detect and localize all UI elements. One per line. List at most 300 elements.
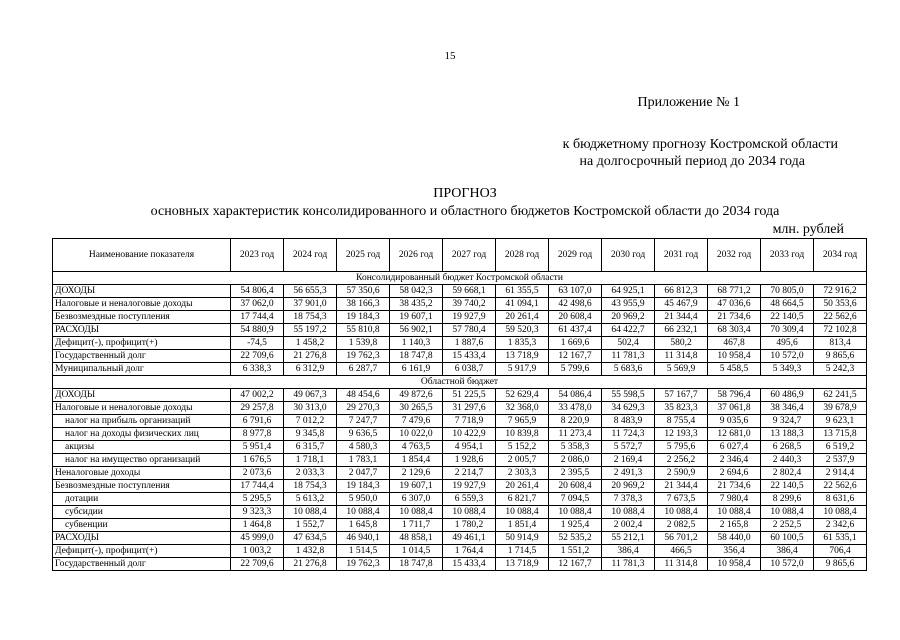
- value-cell: 5 458,5: [708, 363, 761, 376]
- forecast-table: [52, 238, 867, 571]
- table-row: [53, 441, 867, 454]
- value-cell: 5 349,3: [761, 363, 814, 376]
- header-year-2026: 2026 год: [390, 239, 443, 272]
- value-cell: 9 865,6: [814, 558, 867, 571]
- value-cell: 2 342,6: [814, 519, 867, 532]
- row-label: налог на доходы физических лиц: [53, 428, 231, 441]
- value-cell: 2 303,3: [496, 467, 549, 480]
- value-cell: 20 261,4: [496, 480, 549, 493]
- table-row: [53, 480, 867, 493]
- value-cell: 22 140,5: [761, 311, 814, 324]
- value-cell: 2 086,0: [549, 454, 602, 467]
- value-cell: 1 835,3: [496, 337, 549, 350]
- value-cell: 72 102,8: [814, 324, 867, 337]
- value-cell: 49 067,3: [284, 389, 337, 402]
- value-cell: 2 047,7: [337, 467, 390, 480]
- header-year-2024: 2024 год: [284, 239, 337, 272]
- value-cell: 5 572,7: [602, 441, 655, 454]
- value-cell: 1 669,6: [549, 337, 602, 350]
- value-cell: 1 014,5: [390, 545, 443, 558]
- row-label: Муниципальный долг: [53, 363, 231, 376]
- table-row: [53, 415, 867, 428]
- row-label: ДОХОДЫ: [53, 285, 231, 298]
- value-cell: 13 718,9: [496, 558, 549, 571]
- value-cell: 11 781,3: [602, 558, 655, 571]
- value-cell: 1 714,5: [496, 545, 549, 558]
- value-cell: 56 902,1: [390, 324, 443, 337]
- row-label: Безвозмездные поступления: [53, 480, 231, 493]
- value-cell: 19 927,9: [443, 480, 496, 493]
- value-cell: 5 242,3: [814, 363, 867, 376]
- value-cell: 1 764,4: [443, 545, 496, 558]
- value-cell: 58 440,0: [708, 532, 761, 545]
- value-cell: 11 724,3: [602, 428, 655, 441]
- value-cell: 813,4: [814, 337, 867, 350]
- value-cell: 52 535,2: [549, 532, 602, 545]
- value-cell: 1 464,8: [231, 519, 284, 532]
- value-cell: 38 435,2: [390, 298, 443, 311]
- table-row: [53, 545, 867, 558]
- value-cell: 502,4: [602, 337, 655, 350]
- value-cell: 20 608,4: [549, 311, 602, 324]
- row-label: налог на имущество организаций: [53, 454, 231, 467]
- value-cell: 2 802,4: [761, 467, 814, 480]
- value-cell: 10 958,4: [708, 350, 761, 363]
- value-cell: 6 519,2: [814, 441, 867, 454]
- value-cell: 5 795,6: [655, 441, 708, 454]
- table-row: [53, 350, 867, 363]
- section-header-row: [53, 272, 867, 285]
- value-cell: 37 901,0: [284, 298, 337, 311]
- value-cell: 1 140,3: [390, 337, 443, 350]
- value-cell: 2 395,5: [549, 467, 602, 480]
- header-year-2031: 2031 год: [655, 239, 708, 272]
- value-cell: 33 478,0: [549, 402, 602, 415]
- value-cell: 49 872,6: [390, 389, 443, 402]
- value-cell: 1 432,8: [284, 545, 337, 558]
- table-row: [53, 428, 867, 441]
- value-cell: 11 273,4: [549, 428, 602, 441]
- table-row: [53, 337, 867, 350]
- value-cell: 51 225,5: [443, 389, 496, 402]
- table-header-row: [53, 239, 867, 272]
- value-cell: 10 088,4: [814, 506, 867, 519]
- value-cell: 62 241,5: [814, 389, 867, 402]
- value-cell: 61 355,5: [496, 285, 549, 298]
- value-cell: 1 645,8: [337, 519, 390, 532]
- value-cell: 10 088,4: [761, 506, 814, 519]
- value-cell: 11 314,8: [655, 350, 708, 363]
- header-year-2029: 2029 год: [549, 239, 602, 272]
- value-cell: 2 590,9: [655, 467, 708, 480]
- value-cell: 10 088,4: [549, 506, 602, 519]
- value-cell: 20 608,4: [549, 480, 602, 493]
- table-row: [53, 506, 867, 519]
- value-cell: 8 483,9: [602, 415, 655, 428]
- value-cell: 706,4: [814, 545, 867, 558]
- value-cell: 6 821,7: [496, 493, 549, 506]
- row-label: РАСХОДЫ: [53, 532, 231, 545]
- value-cell: 2 214,7: [443, 467, 496, 480]
- value-cell: 21 276,8: [284, 350, 337, 363]
- value-cell: 57 350,6: [337, 285, 390, 298]
- row-label: Дефицит(-), профицит(+): [53, 545, 231, 558]
- value-cell: 10 088,4: [284, 506, 337, 519]
- value-cell: 6 338,3: [231, 363, 284, 376]
- row-label: субсидии: [53, 506, 231, 519]
- value-cell: 6 038,7: [443, 363, 496, 376]
- value-cell: 5 569,9: [655, 363, 708, 376]
- value-cell: 13 718,9: [496, 350, 549, 363]
- value-cell: 6 315,7: [284, 441, 337, 454]
- value-cell: 63 107,0: [549, 285, 602, 298]
- value-cell: 10 088,4: [708, 506, 761, 519]
- value-cell: 21 344,4: [655, 311, 708, 324]
- value-cell: 1 458,2: [284, 337, 337, 350]
- value-cell: 58 796,4: [708, 389, 761, 402]
- row-label: налог на прибыль организаций: [53, 415, 231, 428]
- section-title: Областной бюджет: [53, 376, 867, 389]
- row-label: Государственный долг: [53, 350, 231, 363]
- value-cell: 19 607,1: [390, 311, 443, 324]
- value-cell: 21 734,6: [708, 480, 761, 493]
- table-row: [53, 311, 867, 324]
- value-cell: 70 309,4: [761, 324, 814, 337]
- value-cell: 10 572,0: [761, 350, 814, 363]
- row-label: РАСХОДЫ: [53, 324, 231, 337]
- value-cell: 10 088,4: [602, 506, 655, 519]
- value-cell: 6 312,9: [284, 363, 337, 376]
- value-cell: 4 580,3: [337, 441, 390, 454]
- value-cell: 48 664,5: [761, 298, 814, 311]
- header-year-2030: 2030 год: [602, 239, 655, 272]
- value-cell: 59 668,1: [443, 285, 496, 298]
- value-cell: 45 467,9: [655, 298, 708, 311]
- value-cell: 5 951,4: [231, 441, 284, 454]
- value-cell: 6 161,9: [390, 363, 443, 376]
- value-cell: 2 346,4: [708, 454, 761, 467]
- value-cell: 66 232,1: [655, 324, 708, 337]
- value-cell: 10 088,4: [443, 506, 496, 519]
- value-cell: 17 744,4: [231, 311, 284, 324]
- value-cell: 9 323,3: [231, 506, 284, 519]
- value-cell: 386,4: [761, 545, 814, 558]
- value-cell: 2 256,2: [655, 454, 708, 467]
- value-cell: 466,5: [655, 545, 708, 558]
- value-cell: 19 927,9: [443, 311, 496, 324]
- value-cell: 59 520,3: [496, 324, 549, 337]
- value-cell: 10 022,0: [390, 428, 443, 441]
- value-cell: 37 062,0: [231, 298, 284, 311]
- value-cell: 7 673,5: [655, 493, 708, 506]
- value-cell: 1 718,1: [284, 454, 337, 467]
- section-header-row: [53, 376, 867, 389]
- value-cell: 49 461,1: [443, 532, 496, 545]
- value-cell: 7 094,5: [549, 493, 602, 506]
- value-cell: 2 537,9: [814, 454, 867, 467]
- value-cell: 19 762,3: [337, 558, 390, 571]
- value-cell: 11 314,8: [655, 558, 708, 571]
- value-cell: 57 167,7: [655, 389, 708, 402]
- value-cell: 9 623,1: [814, 415, 867, 428]
- value-cell: 18 754,3: [284, 311, 337, 324]
- value-cell: 5 152,2: [496, 441, 549, 454]
- value-cell: 52 629,4: [496, 389, 549, 402]
- value-cell: 22 562,6: [814, 480, 867, 493]
- value-cell: 6 268,5: [761, 441, 814, 454]
- value-cell: 60 486,9: [761, 389, 814, 402]
- value-cell: 41 094,1: [496, 298, 549, 311]
- value-cell: 29 270,3: [337, 402, 390, 415]
- table-row: [53, 532, 867, 545]
- row-label: ДОХОДЫ: [53, 389, 231, 402]
- value-cell: 64 925,1: [602, 285, 655, 298]
- value-cell: 12 167,7: [549, 350, 602, 363]
- value-cell: 61 437,4: [549, 324, 602, 337]
- value-cell: 2 165,8: [708, 519, 761, 532]
- value-cell: 47 036,6: [708, 298, 761, 311]
- row-label: Налоговые и неналоговые доходы: [53, 402, 231, 415]
- value-cell: 56 701,2: [655, 532, 708, 545]
- value-cell: 2 169,4: [602, 454, 655, 467]
- row-label: субвенции: [53, 519, 231, 532]
- value-cell: 31 297,6: [443, 402, 496, 415]
- value-cell: 17 744,4: [231, 480, 284, 493]
- value-cell: 22 140,5: [761, 480, 814, 493]
- value-cell: 38 346,4: [761, 402, 814, 415]
- value-cell: 1 780,2: [443, 519, 496, 532]
- value-cell: 2 073,6: [231, 467, 284, 480]
- value-cell: 66 812,3: [655, 285, 708, 298]
- value-cell: 55 197,2: [284, 324, 337, 337]
- value-cell: 39 678,9: [814, 402, 867, 415]
- value-cell: 2 002,4: [602, 519, 655, 532]
- value-cell: 1 854,4: [390, 454, 443, 467]
- value-cell: 6 559,3: [443, 493, 496, 506]
- value-cell: 2 033,3: [284, 467, 337, 480]
- value-cell: 2 694,6: [708, 467, 761, 480]
- table-row: [53, 493, 867, 506]
- value-cell: 2 491,3: [602, 467, 655, 480]
- value-cell: 11 781,3: [602, 350, 655, 363]
- value-cell: 495,6: [761, 337, 814, 350]
- value-cell: 18 754,3: [284, 480, 337, 493]
- appendix-reference-line1: к бюджетному прогнозу Костромской области: [562, 137, 838, 152]
- value-cell: 35 823,3: [655, 402, 708, 415]
- value-cell: 2 129,6: [390, 467, 443, 480]
- value-cell: 60 100,5: [761, 532, 814, 545]
- value-cell: 7 012,2: [284, 415, 337, 428]
- section-title: Консолидированный бюджет Костромской области: [53, 272, 867, 285]
- value-cell: -74,5: [231, 337, 284, 350]
- value-cell: 12 193,3: [655, 428, 708, 441]
- value-cell: 54 086,4: [549, 389, 602, 402]
- value-cell: 10 088,4: [390, 506, 443, 519]
- value-cell: 7 479,6: [390, 415, 443, 428]
- value-cell: 22 709,6: [231, 558, 284, 571]
- value-cell: 9 345,8: [284, 428, 337, 441]
- table-row: [53, 467, 867, 480]
- value-cell: 72 916,2: [814, 285, 867, 298]
- value-cell: 4 763,5: [390, 441, 443, 454]
- value-cell: 61 535,1: [814, 532, 867, 545]
- value-cell: 8 299,6: [761, 493, 814, 506]
- value-cell: 19 762,3: [337, 350, 390, 363]
- value-cell: 57 780,4: [443, 324, 496, 337]
- value-cell: 2 082,5: [655, 519, 708, 532]
- value-cell: 30 313,0: [284, 402, 337, 415]
- document-title: ПРОГНОЗ: [433, 186, 497, 201]
- value-cell: 5 917,9: [496, 363, 549, 376]
- value-cell: 10 088,4: [655, 506, 708, 519]
- value-cell: 356,4: [708, 545, 761, 558]
- header-name-column: Наименование показателя: [53, 239, 231, 272]
- value-cell: 18 747,8: [390, 558, 443, 571]
- value-cell: 5 799,6: [549, 363, 602, 376]
- value-cell: 9 865,6: [814, 350, 867, 363]
- value-cell: 1 711,7: [390, 519, 443, 532]
- value-cell: 7 378,3: [602, 493, 655, 506]
- table-row: [53, 454, 867, 467]
- value-cell: 50 914,9: [496, 532, 549, 545]
- value-cell: 29 257,8: [231, 402, 284, 415]
- value-cell: 22 562,6: [814, 311, 867, 324]
- value-cell: 34 629,3: [602, 402, 655, 415]
- value-cell: 9 035,6: [708, 415, 761, 428]
- header-year-2028: 2028 год: [496, 239, 549, 272]
- value-cell: 68 303,4: [708, 324, 761, 337]
- value-cell: 580,2: [655, 337, 708, 350]
- row-label: Налоговые и неналоговые доходы: [53, 298, 231, 311]
- value-cell: 55 598,5: [602, 389, 655, 402]
- value-cell: 68 771,2: [708, 285, 761, 298]
- table-row: [53, 363, 867, 376]
- value-cell: 47 002,2: [231, 389, 284, 402]
- page-number: 15: [444, 50, 456, 62]
- value-cell: 9 636,5: [337, 428, 390, 441]
- value-cell: 15 433,4: [443, 350, 496, 363]
- header-year-2027: 2027 год: [443, 239, 496, 272]
- value-cell: 46 940,1: [337, 532, 390, 545]
- value-cell: 1 551,2: [549, 545, 602, 558]
- value-cell: 19 184,3: [337, 480, 390, 493]
- value-cell: 386,4: [602, 545, 655, 558]
- value-cell: 5 950,0: [337, 493, 390, 506]
- table-row: [53, 558, 867, 571]
- value-cell: 8 631,6: [814, 493, 867, 506]
- value-cell: 1 925,4: [549, 519, 602, 532]
- value-cell: 1 552,7: [284, 519, 337, 532]
- value-cell: 18 747,8: [390, 350, 443, 363]
- value-cell: 13 715,8: [814, 428, 867, 441]
- units-label: млн. рублей: [772, 222, 844, 237]
- value-cell: 58 042,3: [390, 285, 443, 298]
- value-cell: 5 683,6: [602, 363, 655, 376]
- value-cell: 6 791,6: [231, 415, 284, 428]
- value-cell: 64 422,7: [602, 324, 655, 337]
- value-cell: 5 358,3: [549, 441, 602, 454]
- value-cell: 7 965,9: [496, 415, 549, 428]
- row-label: акцизы: [53, 441, 231, 454]
- header-year-2033: 2033 год: [761, 239, 814, 272]
- value-cell: 56 655,3: [284, 285, 337, 298]
- value-cell: 2 914,4: [814, 467, 867, 480]
- value-cell: 9 324,7: [761, 415, 814, 428]
- value-cell: 12 681,0: [708, 428, 761, 441]
- value-cell: 10 088,4: [496, 506, 549, 519]
- value-cell: 48 858,1: [390, 532, 443, 545]
- value-cell: 1 851,4: [496, 519, 549, 532]
- value-cell: 4 954,1: [443, 441, 496, 454]
- row-label: Государственный долг: [53, 558, 231, 571]
- value-cell: 38 166,3: [337, 298, 390, 311]
- value-cell: 1 887,6: [443, 337, 496, 350]
- value-cell: 21 276,8: [284, 558, 337, 571]
- value-cell: 30 265,5: [390, 402, 443, 415]
- value-cell: 10 088,4: [337, 506, 390, 519]
- value-cell: 8 220,9: [549, 415, 602, 428]
- value-cell: 55 810,8: [337, 324, 390, 337]
- value-cell: 47 634,5: [284, 532, 337, 545]
- value-cell: 54 806,4: [231, 285, 284, 298]
- value-cell: 50 353,6: [814, 298, 867, 311]
- value-cell: 10 572,0: [761, 558, 814, 571]
- row-label: Безвозмездные поступления: [53, 311, 231, 324]
- row-label: Неналоговые доходы: [53, 467, 231, 480]
- document-subtitle: основных характеристик консолидированного и областного бюджетов Костромской области до 2034 года: [150, 204, 780, 219]
- value-cell: 10 958,4: [708, 558, 761, 571]
- value-cell: 13 188,3: [761, 428, 814, 441]
- header-year-2032: 2032 год: [708, 239, 761, 272]
- table-row: [53, 402, 867, 415]
- value-cell: 8 755,4: [655, 415, 708, 428]
- value-cell: 6 027,4: [708, 441, 761, 454]
- value-cell: 20 969,2: [602, 480, 655, 493]
- value-cell: 1 539,8: [337, 337, 390, 350]
- value-cell: 7 718,9: [443, 415, 496, 428]
- value-cell: 55 212,1: [602, 532, 655, 545]
- value-cell: 10 839,8: [496, 428, 549, 441]
- value-cell: 7 980,4: [708, 493, 761, 506]
- value-cell: 10 422,9: [443, 428, 496, 441]
- table-row: [53, 389, 867, 402]
- value-cell: 20 969,2: [602, 311, 655, 324]
- value-cell: 7 247,7: [337, 415, 390, 428]
- value-cell: 2 005,7: [496, 454, 549, 467]
- value-cell: 1 514,5: [337, 545, 390, 558]
- value-cell: 5 295,5: [231, 493, 284, 506]
- value-cell: 21 344,4: [655, 480, 708, 493]
- row-label: Дефицит(-), профицит(+): [53, 337, 231, 350]
- value-cell: 43 955,9: [602, 298, 655, 311]
- table-row: [53, 298, 867, 311]
- value-cell: 6 287,7: [337, 363, 390, 376]
- row-label: дотации: [53, 493, 231, 506]
- header-year-2025: 2025 год: [337, 239, 390, 272]
- table-row: [53, 324, 867, 337]
- header-year-2023: 2023 год: [231, 239, 284, 272]
- value-cell: 22 709,6: [231, 350, 284, 363]
- value-cell: 42 498,6: [549, 298, 602, 311]
- value-cell: 21 734,6: [708, 311, 761, 324]
- value-cell: 1 676,5: [231, 454, 284, 467]
- value-cell: 5 613,2: [284, 493, 337, 506]
- value-cell: 2 440,3: [761, 454, 814, 467]
- value-cell: 19 607,1: [390, 480, 443, 493]
- value-cell: 12 167,7: [549, 558, 602, 571]
- value-cell: 20 261,4: [496, 311, 549, 324]
- value-cell: 32 368,0: [496, 402, 549, 415]
